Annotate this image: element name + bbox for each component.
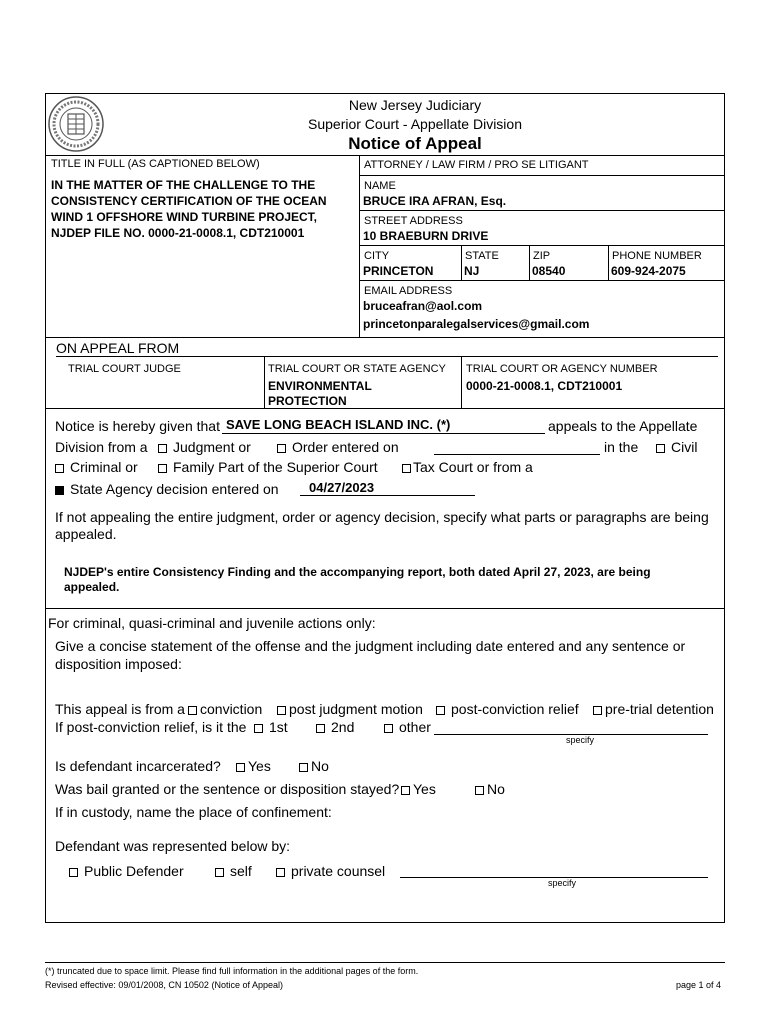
divider <box>45 408 725 409</box>
other-checkbox[interactable] <box>384 724 393 733</box>
divider <box>359 245 725 246</box>
agency-label: TRIAL COURT OR STATE AGENCY <box>268 363 446 375</box>
specify-hint-2: specify <box>548 878 577 888</box>
post-judgment-label: post judgment motion <box>289 701 423 717</box>
incarcerated-yes-checkbox[interactable] <box>236 763 245 772</box>
public-defender-checkbox[interactable] <box>69 868 78 877</box>
agency-decision-checkbox[interactable] <box>55 486 64 495</box>
agency-decision-label: State Agency decision entered on <box>70 481 279 497</box>
in-the-label: in the <box>604 439 639 455</box>
tax-checkbox[interactable] <box>402 464 411 473</box>
criminal-option[interactable] <box>55 459 138 475</box>
zip-label: ZIP <box>533 250 551 262</box>
parts-appealed-line-1[interactable]: NJDEP's entire Consistency Finding and the accompanying report, both dated April 27, 2023, are being <box>64 565 651 579</box>
divider <box>45 608 725 609</box>
conviction-checkbox[interactable] <box>188 706 197 715</box>
appellant-field[interactable]: SAVE LONG BEACH ISLAND INC. (*) <box>226 417 451 432</box>
city-field[interactable]: PRINCETON <box>363 264 434 278</box>
conviction-label: conviction <box>200 701 263 717</box>
specify-hint: specify <box>566 735 595 745</box>
order-date-underline[interactable] <box>434 454 600 455</box>
agency-line-2[interactable]: PROTECTION <box>268 394 347 408</box>
agency-date-underline <box>300 495 475 496</box>
post-judgment-option[interactable] <box>277 701 423 717</box>
public-defender-option[interactable] <box>69 863 184 879</box>
other-label: other <box>399 719 431 735</box>
post-conviction-option[interactable] <box>436 701 579 717</box>
incarcerated-no-option[interactable] <box>299 758 329 774</box>
divider <box>461 356 462 408</box>
yes-label: Yes <box>248 758 271 774</box>
no-label: No <box>487 781 505 797</box>
incarcerated-question: Is defendant incarcerated? <box>55 758 221 774</box>
agency-decision-option[interactable] <box>55 481 279 497</box>
appeal-from-label: This appeal is from a <box>55 701 185 717</box>
divider <box>359 280 725 281</box>
post-conviction-checkbox[interactable] <box>436 706 445 715</box>
notice-suffix: appeals to the Appellate <box>548 418 698 434</box>
custody-question: If in custody, name the place of confinement: <box>55 804 332 820</box>
second-label: 2nd <box>331 719 355 735</box>
agency-date-field[interactable]: 04/27/2023 <box>309 480 375 495</box>
pre-trial-label: pre-trial detention <box>605 701 714 717</box>
order-option[interactable] <box>277 439 399 455</box>
nj-judiciary-seal <box>48 96 104 152</box>
header-line-2: Superior Court - Appellate Division <box>308 116 522 132</box>
first-checkbox[interactable] <box>254 724 263 733</box>
header-line-1: New Jersey Judiciary <box>348 97 482 113</box>
bail-no-option[interactable] <box>475 781 505 797</box>
bail-question: Was bail granted or the sentence or disposition stayed? <box>55 781 400 797</box>
private-counsel-option[interactable] <box>276 863 385 879</box>
self-option[interactable] <box>215 863 252 879</box>
divider <box>461 245 462 280</box>
divider <box>608 245 609 280</box>
page-number: page 1 of 4 <box>676 980 722 990</box>
family-label: Family Part of the Superior Court <box>173 459 378 475</box>
divider <box>45 155 725 156</box>
email-field-1[interactable]: bruceafran@aol.com <box>363 299 483 313</box>
bail-no-checkbox[interactable] <box>475 786 484 795</box>
attorney-section-label: ATTORNEY / LAW FIRM / PRO SE LITIGANT <box>364 159 589 171</box>
represented-question: Defendant was represented below by: <box>55 838 291 854</box>
judgment-option[interactable] <box>158 439 251 455</box>
bail-yes-option[interactable] <box>401 781 436 797</box>
appeal-from-heading: ON APPEAL FROM <box>56 340 180 356</box>
phone-field[interactable]: 609-924-2075 <box>611 264 686 278</box>
private-counsel-label: private counsel <box>291 863 386 879</box>
civil-label: Civil <box>671 439 698 455</box>
parts-appealed-line-2[interactable]: appealed. <box>64 580 120 594</box>
statement-line-1: Give a concise statement of the offense and the judgment including date entered and any sentence or <box>55 638 686 654</box>
footer-note: (*) truncated due to space limit. Please find full information in the additional pages of the form. <box>45 966 419 976</box>
divider <box>264 356 265 408</box>
divider <box>56 356 718 357</box>
agency-number-label: TRIAL COURT OR AGENCY NUMBER <box>466 363 658 375</box>
incarcerated-no-checkbox[interactable] <box>299 763 308 772</box>
family-option[interactable] <box>158 459 378 475</box>
agency-line-1[interactable]: ENVIRONMENTAL <box>268 379 372 393</box>
revised-date: Revised effective: 09/01/2008, CN 10502 (Notice of Appeal) <box>45 980 283 990</box>
other-option[interactable] <box>384 719 431 735</box>
attorney-name-field[interactable]: BRUCE IRA AFRAN, Esq. <box>363 194 507 208</box>
divider <box>45 337 725 338</box>
agency-number-field[interactable]: 0000-21-0008.1, CDT210001 <box>466 379 623 393</box>
self-checkbox[interactable] <box>215 868 224 877</box>
name-label: NAME <box>364 180 396 192</box>
phone-label: PHONE NUMBER <box>612 250 702 262</box>
criminal-label: Criminal or <box>70 459 138 475</box>
notice-prefix: Notice is hereby given that <box>55 418 220 434</box>
division-from: Division from a <box>55 439 148 455</box>
divider <box>359 155 360 337</box>
city-label: CITY <box>364 250 390 262</box>
divider <box>359 175 725 176</box>
public-defender-label: Public Defender <box>84 863 184 879</box>
divider <box>529 245 530 280</box>
private-counsel-checkbox[interactable] <box>276 868 285 877</box>
judgment-label: Judgment or <box>173 439 251 455</box>
statement-line-2: disposition imposed: <box>55 656 182 672</box>
criminal-checkbox[interactable] <box>55 464 64 473</box>
judgment-checkbox[interactable] <box>158 444 167 453</box>
family-checkbox[interactable] <box>158 464 167 473</box>
conviction-option[interactable] <box>188 701 262 717</box>
post-judgment-checkbox[interactable] <box>277 706 286 715</box>
zip-field[interactable]: 08540 <box>532 264 566 278</box>
email-label: EMAIL ADDRESS <box>364 285 453 297</box>
second-option[interactable] <box>316 719 354 735</box>
criminal-heading: For criminal, quasi-criminal and juvenile actions only: <box>48 615 376 631</box>
pcr-question: If post-conviction relief, is it the <box>55 719 247 735</box>
street-address-field[interactable]: 10 BRAEBURN DRIVE <box>363 229 489 243</box>
partial-appeal-instructions: If not appealing the entire judgment, order or agency decision, specify what parts or paragraphs are being appealed. <box>55 509 709 542</box>
bail-yes-checkbox[interactable] <box>401 786 410 795</box>
first-option[interactable] <box>254 719 288 735</box>
state-field[interactable]: NJ <box>464 264 480 278</box>
pre-trial-option[interactable] <box>593 701 714 717</box>
post-conviction-label: post-conviction relief <box>451 701 579 717</box>
caption-text[interactable]: IN THE MATTER OF THE CHALLENGE TO THE CONSISTENCY CERTIFICATION OF THE OCEAN WIND 1 OFFSHORE WIND TURBINE PROJECT, NJDEP FILE NO. 0000-21-0008.1, CDT210001 <box>51 178 327 240</box>
civil-checkbox[interactable] <box>656 444 665 453</box>
pre-trial-checkbox[interactable] <box>593 706 602 715</box>
order-checkbox[interactable] <box>277 444 286 453</box>
footer-divider <box>45 962 725 963</box>
divider <box>359 210 725 211</box>
page-title: Notice of Appeal <box>348 134 482 153</box>
second-checkbox[interactable] <box>316 724 325 733</box>
tax-label: Tax Court or from a <box>413 459 533 475</box>
no-label: No <box>311 758 329 774</box>
appellant-underline <box>222 433 545 434</box>
order-label: Order entered on <box>292 439 399 455</box>
self-label: self <box>230 863 252 879</box>
civil-option[interactable] <box>656 439 697 455</box>
caption-label: TITLE IN FULL (AS CAPTIONED BELOW) <box>51 158 260 170</box>
street-label: STREET ADDRESS <box>364 215 463 227</box>
incarcerated-yes-option[interactable] <box>236 758 271 774</box>
state-label: STATE <box>465 250 499 262</box>
tax-option[interactable] <box>402 459 533 475</box>
trial-judge-label: TRIAL COURT JUDGE <box>68 363 181 375</box>
first-label: 1st <box>269 719 288 735</box>
yes-label: Yes <box>413 781 436 797</box>
email-field-2[interactable]: princetonparalegalservices@gmail.com <box>363 317 590 331</box>
